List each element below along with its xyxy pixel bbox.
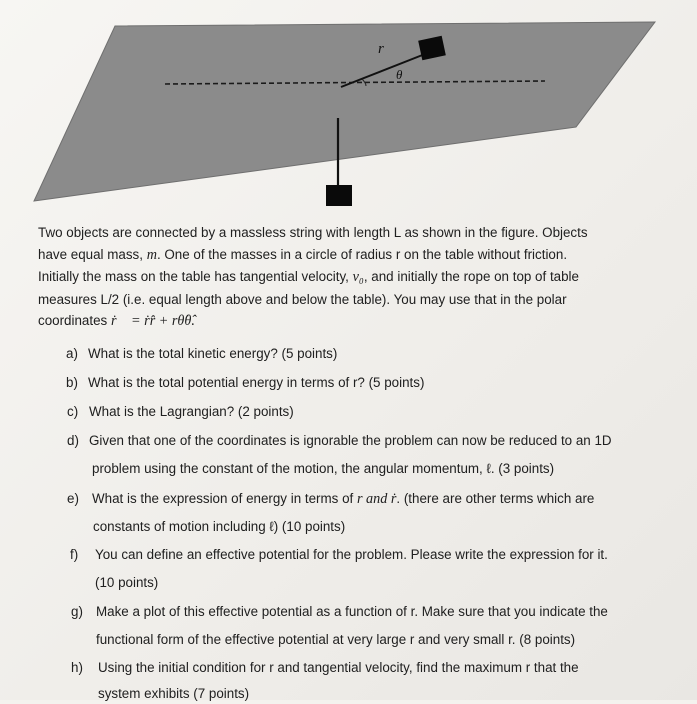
question-text: functional form of the effective potential at very large r and very small r. (8 points): [96, 632, 576, 647]
label-theta: θ: [396, 67, 403, 82]
mass-symbol: m: [146, 246, 157, 263]
question-text: Make a plot of this effective potential as a function of r. Make sure that you indicate the: [96, 604, 608, 619]
question-text: You can define an effective potential for the problem. Please write the expression for it.: [95, 547, 608, 562]
question-label: g): [71, 604, 83, 619]
intro-line: measures L/2 (i.e. equal length above and below the table). You may use that in the polar: [38, 291, 567, 307]
question-text: (10 points): [95, 575, 159, 590]
polar-formula: ṙ⃗ = ṙr̂ + rθ̇θ̂.: [110, 313, 195, 330]
question-text-part: . (there are other terms which are: [396, 491, 595, 506]
question-label: e): [67, 491, 79, 506]
intro-text: coordinates: [38, 313, 111, 329]
question-text: Given that one of the coordinates is ignorable the problem can now be reduced to an 1D: [89, 433, 612, 448]
question-text: problem using the constant of the motion, the angular momentum, ℓ. (3 points): [92, 461, 555, 476]
label-r: r: [378, 41, 384, 57]
question-text: What is the total potential energy in terms of r? (5 points): [88, 375, 425, 390]
math-expression: r and ṙ: [356, 491, 397, 507]
intro-text: , and initially the rope on top of table: [363, 269, 579, 285]
question-label: h): [71, 660, 83, 675]
velocity-symbol: v₀: [352, 269, 364, 286]
question-label: d): [67, 433, 79, 448]
question-label: a): [66, 346, 78, 361]
question-text: [92, 489, 594, 509]
intro-text: Initially the mass on the table has tangential velocity,: [38, 269, 353, 285]
intro-text: have equal mass,: [38, 246, 147, 262]
question-text: constants of motion including ℓ) (10 points): [93, 519, 346, 534]
question-text-part: What is the expression of energy in terms of: [92, 491, 357, 506]
question-label: b): [66, 375, 78, 390]
question-label: f): [70, 547, 79, 562]
question-text: system exhibits (7 points): [98, 686, 250, 701]
question-label: c): [67, 404, 79, 419]
intro-line: Two objects are connected by a massless string with length L as shown in the figure. Objects: [38, 225, 588, 240]
question-text: Using the initial condition for r and tangential velocity, find the maximum r that the: [98, 660, 579, 675]
question-text: What is the Lagrangian? (2 points): [89, 404, 294, 419]
question-text: What is the total kinetic energy? (5 points): [88, 346, 338, 361]
intro-text: . One of the masses in a circle of radius r on the table without friction.: [156, 246, 568, 262]
